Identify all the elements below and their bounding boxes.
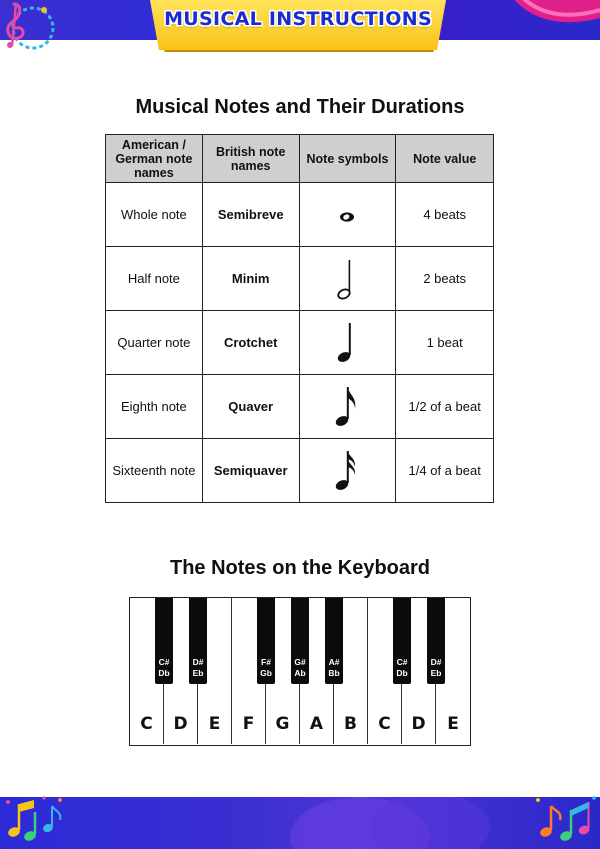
page-title: MUSICAL INSTRUCTIONS — [164, 8, 432, 30]
white-key-label: E — [447, 714, 459, 734]
note-symbol-cell — [299, 311, 396, 375]
pink-swirl-decoration — [490, 0, 600, 40]
american-name: Sixteenth note — [106, 439, 203, 503]
table-header-row — [106, 135, 494, 183]
column-header: Note value — [396, 135, 494, 183]
note-symbol-cell — [299, 375, 396, 439]
white-key-label: E — [208, 714, 221, 734]
eighth-note-icon — [333, 385, 361, 429]
note-value: 1/4 of a beat — [396, 439, 494, 503]
black-key — [427, 598, 445, 684]
black-key-label: D# Eb — [192, 657, 204, 678]
black-key — [257, 598, 275, 684]
treble-clef-icon — [0, 0, 62, 52]
black-key — [155, 598, 173, 684]
white-key-label: G — [275, 714, 290, 734]
black-key — [291, 598, 309, 684]
note-symbol-cell — [299, 247, 396, 311]
black-key-label: G# Ab — [294, 657, 306, 678]
purple-wave-decoration — [0, 797, 600, 849]
table-row — [106, 311, 494, 375]
white-key-label: C — [378, 714, 391, 734]
table-row — [106, 439, 494, 503]
note-durations-table — [105, 134, 494, 503]
black-key — [393, 598, 411, 684]
american-name: Eighth note — [106, 375, 203, 439]
table-row — [106, 247, 494, 311]
black-key-label: C# Db — [158, 657, 170, 678]
british-name: Crotchet — [202, 311, 299, 375]
british-name: Minim — [202, 247, 299, 311]
quarter-note-icon — [335, 321, 359, 365]
note-value: 1 beat — [396, 311, 494, 375]
black-key-label: A# Bb — [328, 657, 340, 678]
keyboard-heading: The Notes on the Keyboard — [169, 557, 431, 579]
british-name: Semibreve — [202, 183, 299, 247]
note-value: 1/2 of a beat — [396, 375, 494, 439]
sixteenth-note-icon — [333, 449, 361, 493]
column-header: British note names — [202, 135, 299, 183]
note-value: 2 beats — [396, 247, 494, 311]
white-key-label: D — [173, 714, 188, 734]
white-key-label: B — [344, 714, 357, 734]
white-key-label: A — [309, 714, 324, 734]
whole-note-icon — [335, 203, 359, 227]
black-key — [189, 598, 207, 684]
column-header: American / German note names — [106, 135, 203, 183]
british-name: Quaver — [202, 375, 299, 439]
table-row — [106, 183, 494, 247]
table-row — [106, 375, 494, 439]
note-value: 4 beats — [396, 183, 494, 247]
piano-keyboard — [129, 597, 471, 746]
half-note-icon — [335, 256, 359, 302]
durations-heading: Musical Notes and Their Durations — [135, 96, 465, 118]
american-name: Whole note — [106, 183, 203, 247]
black-key-label: D# Eb — [430, 657, 442, 678]
black-key-label: F# Gb — [260, 657, 272, 678]
note-symbol-cell — [299, 183, 396, 247]
music-notes-icon — [0, 790, 70, 849]
british-name: Semiquaver — [202, 439, 299, 503]
american-name: Quarter note — [106, 311, 203, 375]
note-symbol-cell — [299, 439, 396, 503]
black-key-label: C# Db — [396, 657, 408, 678]
black-key — [325, 598, 343, 684]
white-key-label: D — [411, 714, 426, 734]
bottom-banner — [0, 797, 600, 849]
american-name: Half note — [106, 247, 203, 311]
column-header: Note symbols — [299, 135, 396, 183]
music-notes-icon — [530, 790, 600, 849]
white-key-label: F — [242, 714, 255, 734]
white-key-label: C — [140, 714, 153, 734]
